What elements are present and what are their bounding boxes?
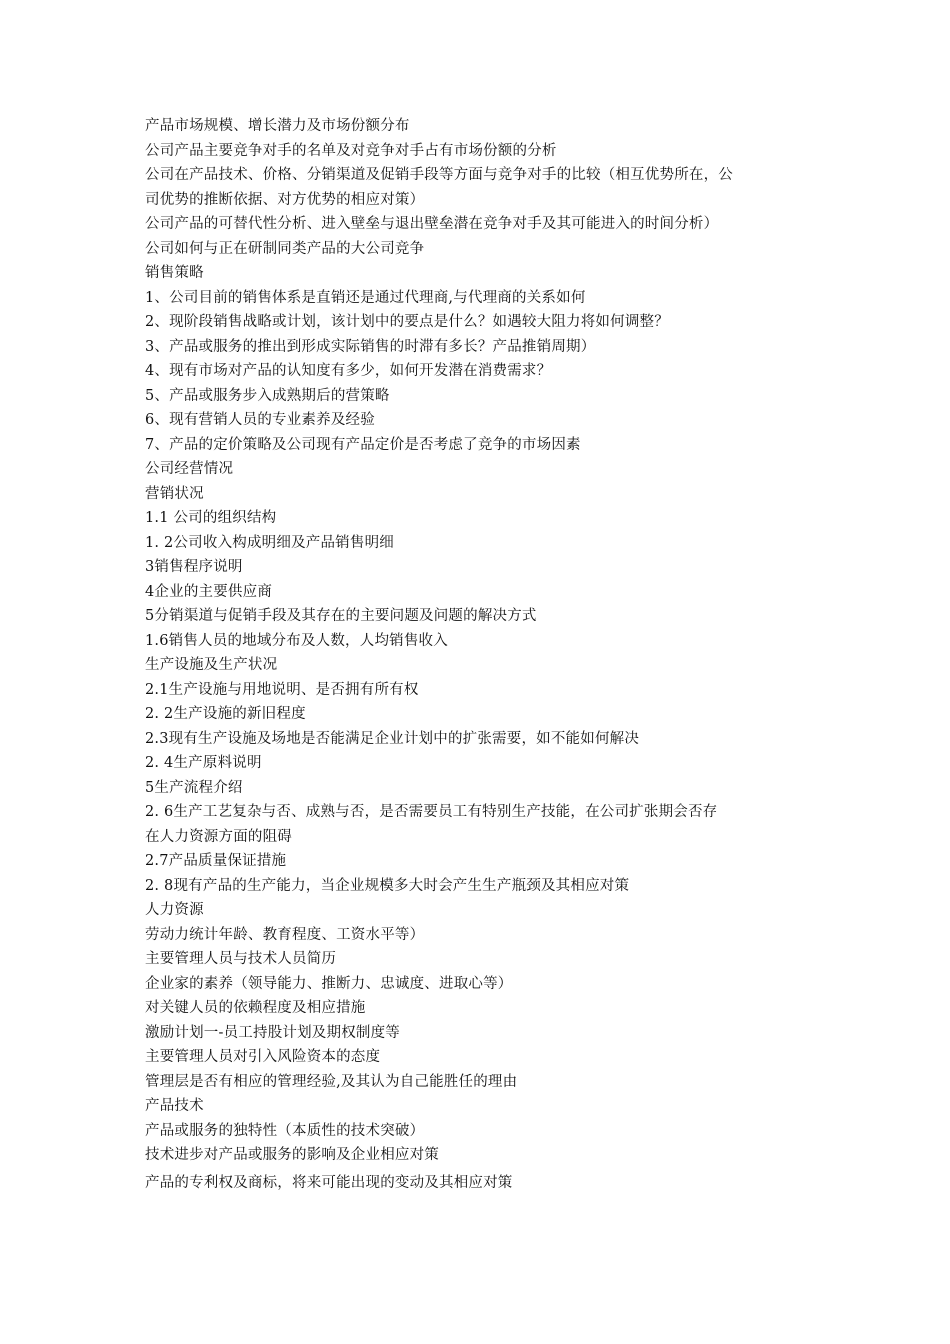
list-item: 产品的专利权及商标，将来可能出现的变动及其相应对策 — [145, 1174, 513, 1191]
list-item: 1. 2公司收入构成明细及产品销售明细 — [145, 534, 394, 551]
list-item: 2. 6生产工艺复杂与否、成熟与否，是否需要员工有特别生产技能，在公司扩张期会否存 — [145, 804, 718, 820]
text-line: 公司产品主要竞争对手的名单及对竞争对手占有市场份额的分析 — [145, 142, 557, 159]
list-item: 5、产品或服务步入成熟期后的营策略 — [145, 387, 390, 404]
list-item: 1.6销售人员的地域分布及人数，人均销售收入 — [145, 632, 448, 649]
list-item: 3、产品或服务的推出到形成实际销售的时滞有多长？产品推销周期） — [145, 338, 596, 355]
text-line: 司优势的推断依据、对方优势的相应对策） — [145, 191, 425, 208]
list-item: 7、产品的定价策略及公司现有产品定价是否考虑了竞争的市场因素 — [145, 436, 581, 453]
list-item: 4企业的主要供应商 — [145, 583, 273, 600]
list-item: 对关键人员的依赖程度及相应措施 — [145, 1000, 366, 1016]
list-item: 产品或服务的独特性（本质性的技术突破） — [145, 1122, 425, 1139]
section-heading: 公司经营情况 — [145, 461, 234, 477]
section-heading: 营销状况 — [145, 485, 204, 502]
text-line: 公司产品的可替代性分析、进入壁垒与退出壁垒潜在竞争对手及其可能进入的时间分析） — [145, 216, 719, 232]
text-line: 公司在产品技术、价格、分销渠道及促销手段等方面与竞争对手的比较（相互优势所在，公 — [145, 167, 733, 183]
list-item: 激励计划一-员工持股计划及期权制度等 — [145, 1024, 400, 1041]
list-item: 3销售程序说明 — [145, 559, 243, 575]
list-item: 2. 8现有产品的生产能力，当企业规模多大时会产生生产瓶颈及其相应对策 — [145, 877, 630, 894]
list-item: 技术进步对产品或服务的影响及企业相应对策 — [145, 1147, 439, 1163]
text-line: 产品市场规模、增长潜力及市场份额分布 — [145, 118, 410, 134]
section-heading: 人力资源 — [145, 902, 204, 918]
list-item: 4、现有市场对产品的认知度有多少，如何开发潜在消费需求？ — [145, 363, 552, 379]
list-item: 主要管理人员与技术人员简历 — [145, 951, 337, 967]
section-heading: 生产设施及生产状况 — [145, 657, 278, 673]
text-line: 公司如何与正在研制同类产品的大公司竞争 — [145, 240, 425, 257]
list-item: 6、现有营销人员的专业素养及经验 — [145, 412, 375, 428]
list-item: 2.3现有生产设施及场地是否能满足企业计划中的扩张需要，如不能如何解决 — [145, 730, 640, 747]
list-item: 1、公司目前的销售体系是直销还是通过代理商,与代理商的关系如何 — [145, 289, 586, 306]
list-item: 主要管理人员对引入风险资本的态度 — [145, 1049, 381, 1065]
list-item: 2.1生产设施与用地说明、是否拥有所有权 — [145, 681, 419, 698]
list-item: 5生产流程介绍 — [145, 779, 243, 796]
section-heading: 产品技术 — [145, 1098, 204, 1114]
list-item: 劳动力统计年龄、教育程度、工资水平等） — [145, 926, 425, 943]
list-item: 在人力资源方面的阻碍 — [145, 828, 292, 845]
list-item: 2、现阶段销售战略或计划，该计划中的要点是什么？如遇较大阻力将如何调整？ — [145, 314, 669, 330]
list-item: 管理层是否有相应的管理经验,及其认为自己能胜任的理由 — [145, 1073, 518, 1090]
list-item: 2. 4生产原料说明 — [145, 755, 262, 771]
list-item: 1.1 公司的组织结构 — [145, 510, 277, 526]
list-item: 2. 2生产设施的新旧程度 — [145, 706, 306, 722]
list-item: 2.7产品质量保证措施 — [145, 853, 287, 869]
list-item: 企业家的素养（领导能力、推断力、忠诚度、进取心等） — [145, 975, 513, 992]
section-heading: 销售策略 — [145, 265, 204, 281]
list-item: 5分销渠道与促销手段及其存在的主要问题及问题的解决方式 — [145, 608, 537, 624]
document-body — [145, 114, 825, 1195]
